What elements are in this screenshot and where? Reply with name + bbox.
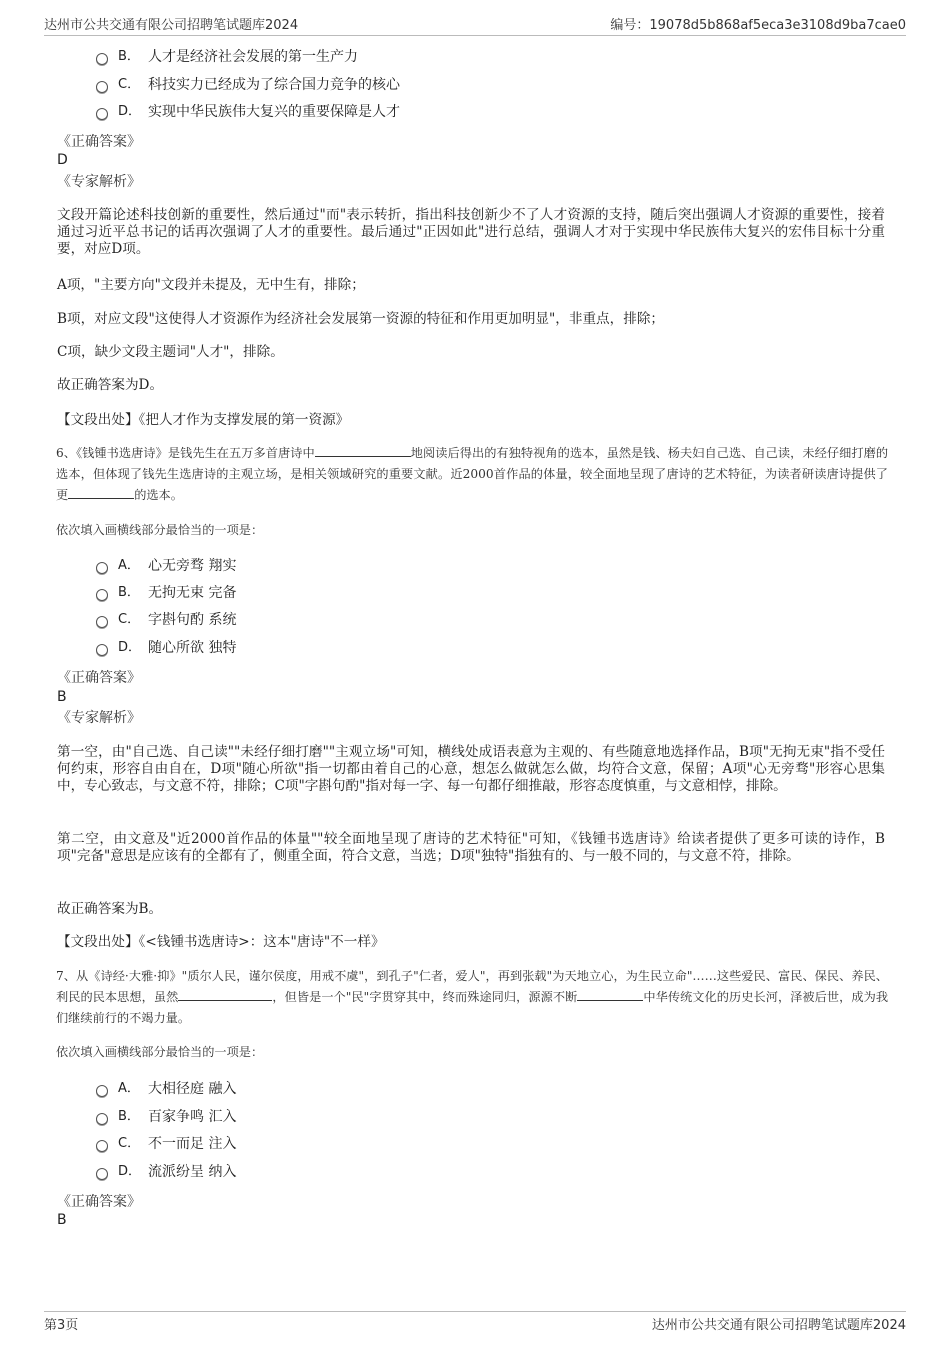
page-number: 第3页 [44,1318,79,1333]
analysis-label: 《专家解析》 [57,710,141,726]
answer-label: 《正确答案》 [57,1194,141,1210]
question-7-stem: 7、从《诗经·大雅·抑》"质尔人民，谨尔侯度，用戒不虞"，到孔子"仁者，爱人"，再到张载"为天地立心，为生民立命"……这些爱民、富民、保民、养民、利民的民本思想，虽然 ，但皆是一个"民"字贯穿其中，终而殊途同归，源源不断 中华传统文化的历史长河，泽被后世，成为我们继续前行的不竭力量。 [56,969,889,1025]
header-title: 达州市公共交通有限公司招聘笔试题库2024 [44,18,299,33]
radio-button[interactable] [96,562,108,574]
header-divider [44,35,906,36]
radio-button[interactable] [96,81,108,93]
analysis-paragraph: 文段开篇论述科技创新的重要性，然后通过"而"表示转折，指出科技创新少不了人才资源的支持，随后突出强调人才资源的重要性，接着通过习近平总书记的话再次强调了人才的重要性。最后通过"正因如此"进行总结，强调人才对于实现中华民族伟大复兴的宏伟目标十分重要，对应D项。 [57,207,885,257]
source-citation: 【文段出处】《<钱锺书选唐诗>：这本"唐诗"不一样》 [57,934,385,950]
analysis-paragraph: 第二空，由文意及"近2000首作品的体量""较全面地呈现了唐诗的艺术特征"可知，《钱锺书选唐诗》给读者提供了更多可读的诗作，B项"完备"意思是应该有的全都有了，侧重全面，符合文意，当选；D项"独特"指独有的、与一般不同的，与文意不符，排除。 [57,831,885,864]
answer-value: B [57,689,67,705]
radio-button[interactable] [96,1140,108,1152]
analysis-paragraph: 第一空，由"自己选、自己读""未经仔细打磨""主观立场"可知，横线处成语表意为主观的、有些随意地选择作品，B项"无拘无束"指不受任何约束，形容自由自在，D项"随心所欲"指一切都由着自己的心意，想怎么做就怎么做，均符合文意，保留；A项"心无旁骛"形容心思集中，专心致志，与文意不符，排除；C项"字斟句酌"指对每一字、每一句都仔细推敲，形容态度慎重，与文意相悖，排除。 [57,744,885,794]
answer-value: D [57,152,68,168]
radio-button[interactable] [96,1168,108,1180]
radio-button[interactable] [96,53,108,65]
answer-value: B [57,1212,67,1228]
question-instruction: 依次填入画横线部分最恰当的一项是： [56,1045,264,1059]
page-footer [44,1314,906,1334]
source-citation: 【文段出处】《把人才作为支撑发展的第一资源》 [57,412,350,428]
fill-blank [577,988,643,1001]
analysis-paragraph: A项，"主要方向"文段并未提及，无中生有，排除； [57,277,365,293]
analysis-paragraph: B项，对应文段"这使得人才资源作为经济社会发展第一资源的特征和作用更加明显"，非重点，排除； [57,311,665,327]
header-code: 编号：19078d5b868af5eca3e3108d9ba7cae0 [610,18,906,33]
analysis-paragraph: 故正确答案为D。 [57,377,164,393]
fill-blank [178,988,272,1001]
analysis-label: 《专家解析》 [57,174,141,190]
question-instruction: 依次填入画横线部分最恰当的一项是： [56,523,264,537]
answer-label: 《正确答案》 [57,670,141,686]
analysis-paragraph: C项，缺少文段主题词"人才"，排除。 [57,344,284,360]
fill-blank [68,486,134,499]
page-header [44,14,906,34]
fill-blank [315,444,411,457]
footer-title: 达州市公共交通有限公司招聘笔试题库2024 [651,1318,906,1333]
analysis-paragraph: 故正确答案为B。 [57,901,163,917]
radio-button[interactable] [96,108,108,120]
radio-button[interactable] [96,1113,108,1125]
radio-button[interactable] [96,589,108,601]
question-6-stem: 6、《钱锺书选唐诗》是钱先生在五万多首唐诗中 地阅读后得出的有独特视角的选本，虽然是钱、杨夫妇自己选、自己读，未经仔细打磨的选本，但体现了钱先生选唐诗的主观立场，是相关领域研究的重要文献。近2000首作品的体量，较全面地呈现了唐诗的艺术特征，为读者研读唐诗提供了更 的选本。 [56,446,889,502]
answer-label: 《正确答案》 [57,134,141,150]
footer-divider [44,1311,906,1312]
radio-button[interactable] [96,644,108,656]
radio-button[interactable] [96,616,108,628]
radio-button[interactable] [96,1085,108,1097]
